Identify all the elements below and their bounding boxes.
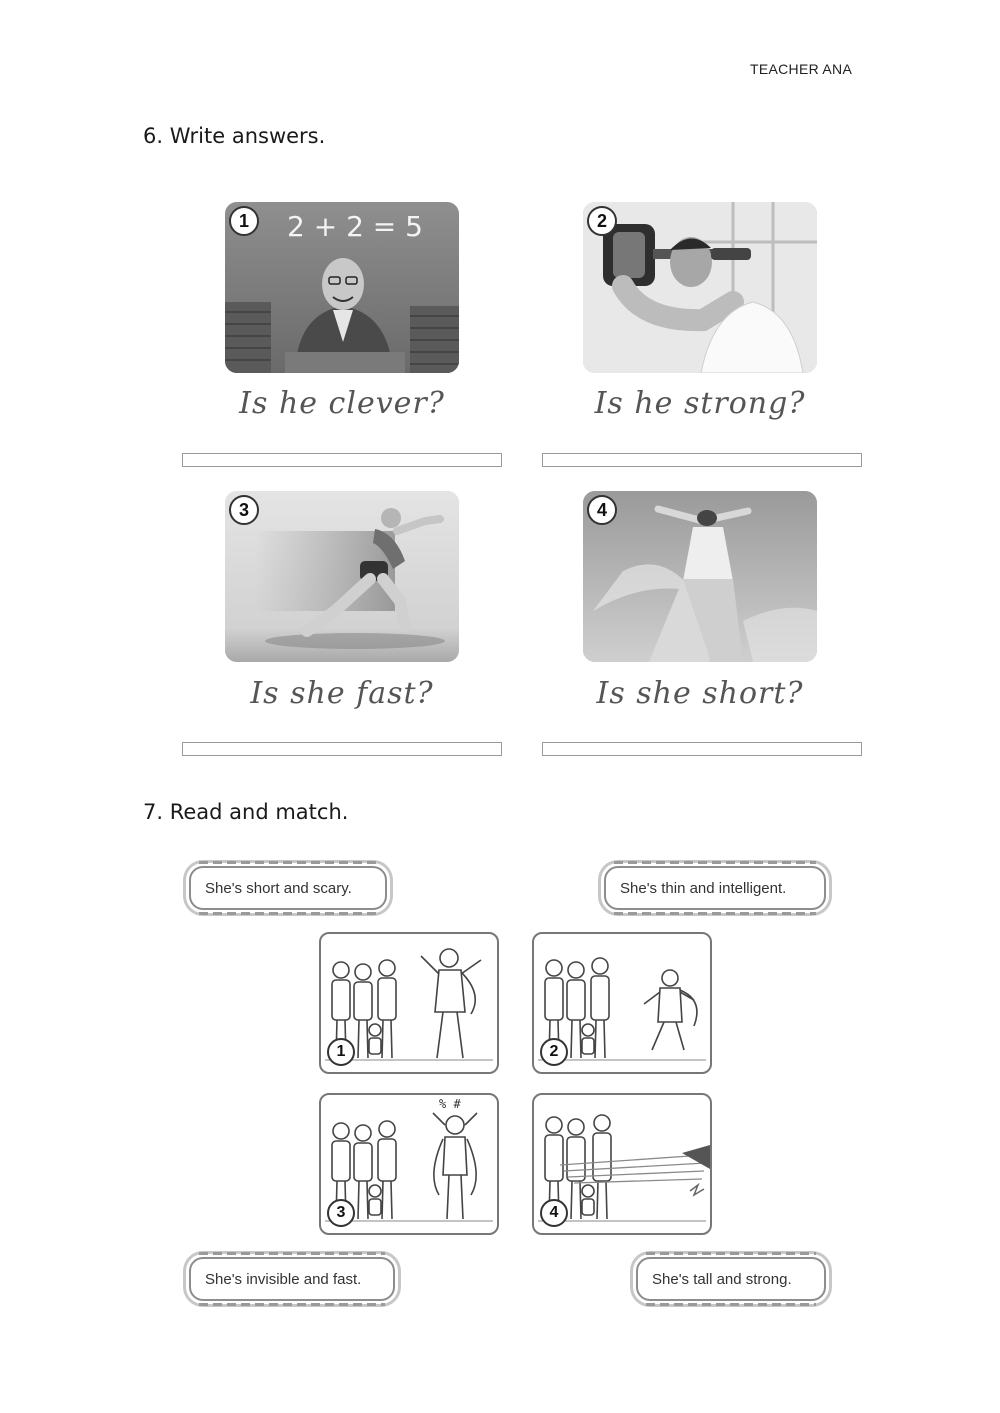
sentence-thin-intelligent[interactable] <box>604 866 826 910</box>
teacher-photo <box>225 202 459 373</box>
running-woman-photo <box>225 491 459 662</box>
question-1: Is he clever? <box>239 386 445 421</box>
tall-woman-photo <box>583 491 817 662</box>
answer-input-3[interactable] <box>182 742 502 756</box>
photo-number-badge: 1 <box>229 206 259 236</box>
answer-input-2[interactable] <box>542 453 862 467</box>
question-4: Is she short? <box>596 676 804 711</box>
blackboard-formula: 2 + 2 = 5 <box>287 210 423 243</box>
sentence-invisible-fast[interactable] <box>189 1257 395 1301</box>
section-7-title: 7. Read and match. <box>143 800 349 824</box>
teacher-name: TEACHER ANA <box>750 61 853 77</box>
sentence-label: She's tall and strong. <box>652 1270 792 1288</box>
photo-number-badge: 3 <box>229 495 259 525</box>
sentence-tall-strong[interactable] <box>636 1257 826 1301</box>
answer-input-4[interactable] <box>542 742 862 756</box>
picture-number-badge: 4 <box>540 1199 568 1227</box>
picture-number-badge: 1 <box>327 1038 355 1066</box>
sentence-label: She's thin and intelligent. <box>620 879 787 897</box>
cartoon-picture-2[interactable] <box>532 932 712 1074</box>
question-3: Is she fast? <box>250 676 434 711</box>
picture-number-badge: 3 <box>327 1199 355 1227</box>
strong-man-photo <box>583 202 817 373</box>
sentence-label: She's invisible and fast. <box>205 1270 362 1288</box>
photo-number-badge: 2 <box>587 206 617 236</box>
question-2: Is he strong? <box>594 386 806 421</box>
sentence-label: She's short and scary. <box>205 879 352 897</box>
answer-input-1[interactable] <box>182 453 502 467</box>
cartoon-picture-4[interactable] <box>532 1093 712 1235</box>
cartoon-picture-1[interactable] <box>319 932 499 1074</box>
sentence-short-scary[interactable] <box>189 866 387 910</box>
cartoon-picture-3[interactable] <box>319 1093 499 1235</box>
picture-number-badge: 2 <box>540 1038 568 1066</box>
photo-number-badge: 4 <box>587 495 617 525</box>
exclamation-marks: % # <box>439 1097 461 1111</box>
section-6-title: 6. Write answers. <box>143 124 326 148</box>
